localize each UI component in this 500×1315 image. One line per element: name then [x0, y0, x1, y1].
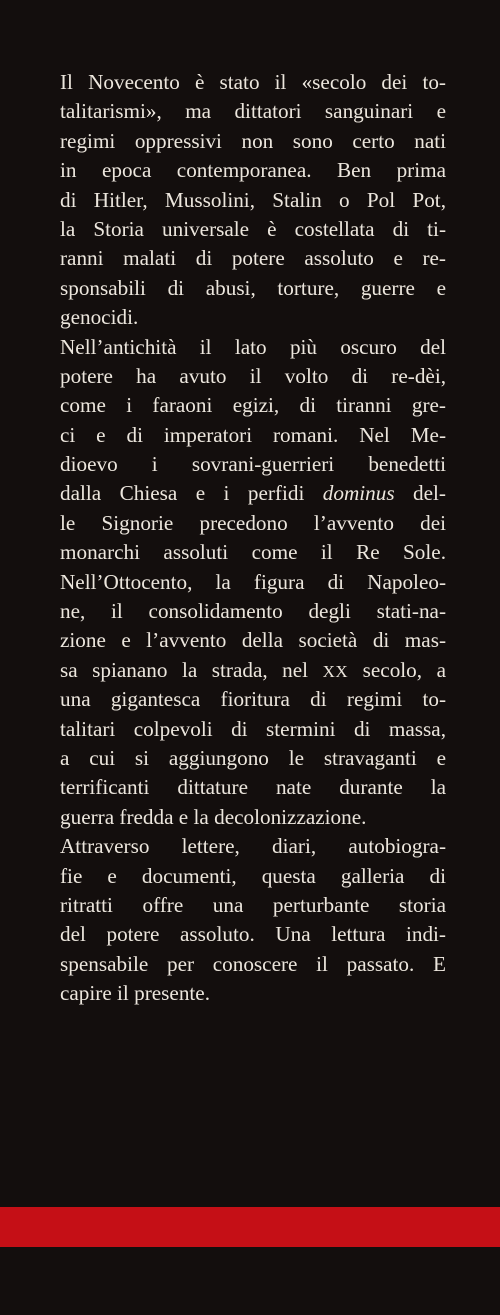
text-line: di Hitler, Mussolini, Stalin o Pol Pot,	[60, 187, 446, 212]
text-line: regimi oppressivi non sono certo nati	[60, 128, 446, 153]
text-line: talitari colpevoli di stermini di massa,	[60, 716, 446, 741]
text-line: Nell’antichità il lato più oscuro del	[60, 334, 446, 359]
text-line: ranni malati di potere assoluto e re-	[60, 246, 446, 271]
text-segment: sa spianano la strada, nel	[60, 657, 323, 682]
text-segment: dalla Chiesa e i perfidi	[60, 481, 323, 506]
paragraph	[60, 832, 446, 1008]
text-line: capire il presente.	[60, 981, 210, 1006]
text-line: Il Novecento è stato il «secolo dei to-	[60, 70, 446, 94]
text-line: ritratti offre una perturbante storia	[60, 892, 446, 917]
text-segment: del-	[394, 481, 446, 506]
red-band	[0, 1207, 500, 1247]
text-line: le Signorie precedono l’avvento dei	[60, 510, 446, 535]
text-line: zione e l’avvento della società di mas-	[60, 628, 446, 653]
text-line: guerra fredda e la decolonizzazione.	[60, 804, 367, 829]
text-line: in epoca contemporanea. Ben prima	[60, 158, 446, 183]
description-text	[60, 68, 446, 1009]
text-line	[60, 656, 446, 685]
text-line: Nell’Ottocento, la figura di Napoleo-	[60, 569, 446, 594]
text-line: del potere assoluto. Una lettura indi-	[60, 922, 446, 947]
text-line: la Storia universale è costellata di ti-	[60, 216, 446, 241]
text-line: come i faraoni egizi, di tiranni gre-	[60, 393, 446, 418]
text-line: fie e documenti, questa galleria di	[60, 863, 446, 888]
text-line: monarchi assoluti come il Re Sole.	[60, 540, 446, 565]
italic-term: dominus	[322, 481, 395, 506]
text-line: potere ha avuto il volto di re-dèi,	[60, 363, 446, 388]
text-line: spensabile per conoscere il passato. E	[60, 951, 446, 976]
text-line: ci e di imperatori romani. Nel Me-	[60, 422, 446, 447]
text-line: sponsabili di abusi, torture, guerre e	[60, 275, 446, 300]
text-line: Attraverso lettere, diari, autobiogra-	[60, 834, 446, 859]
text-line: a cui si aggiungono le stravaganti e	[60, 745, 446, 770]
text-segment: secolo, a	[348, 657, 446, 682]
text-line: genocidi.	[60, 305, 139, 330]
text-line: una gigantesca fioritura di regimi to-	[60, 687, 446, 712]
text-line: talitarismi», ma dittatori sanguinari e	[60, 99, 446, 124]
text-line	[60, 479, 446, 508]
text-line: ne, il consolidamento degli stati-na-	[60, 599, 446, 624]
roman-numeral: XX	[322, 661, 349, 681]
text-line: dioevo i sovrani-guerrieri benedetti	[60, 452, 446, 477]
paragraph	[60, 68, 446, 333]
paragraph	[60, 333, 446, 833]
text-line: terrificanti dittature nate durante la	[60, 775, 446, 800]
